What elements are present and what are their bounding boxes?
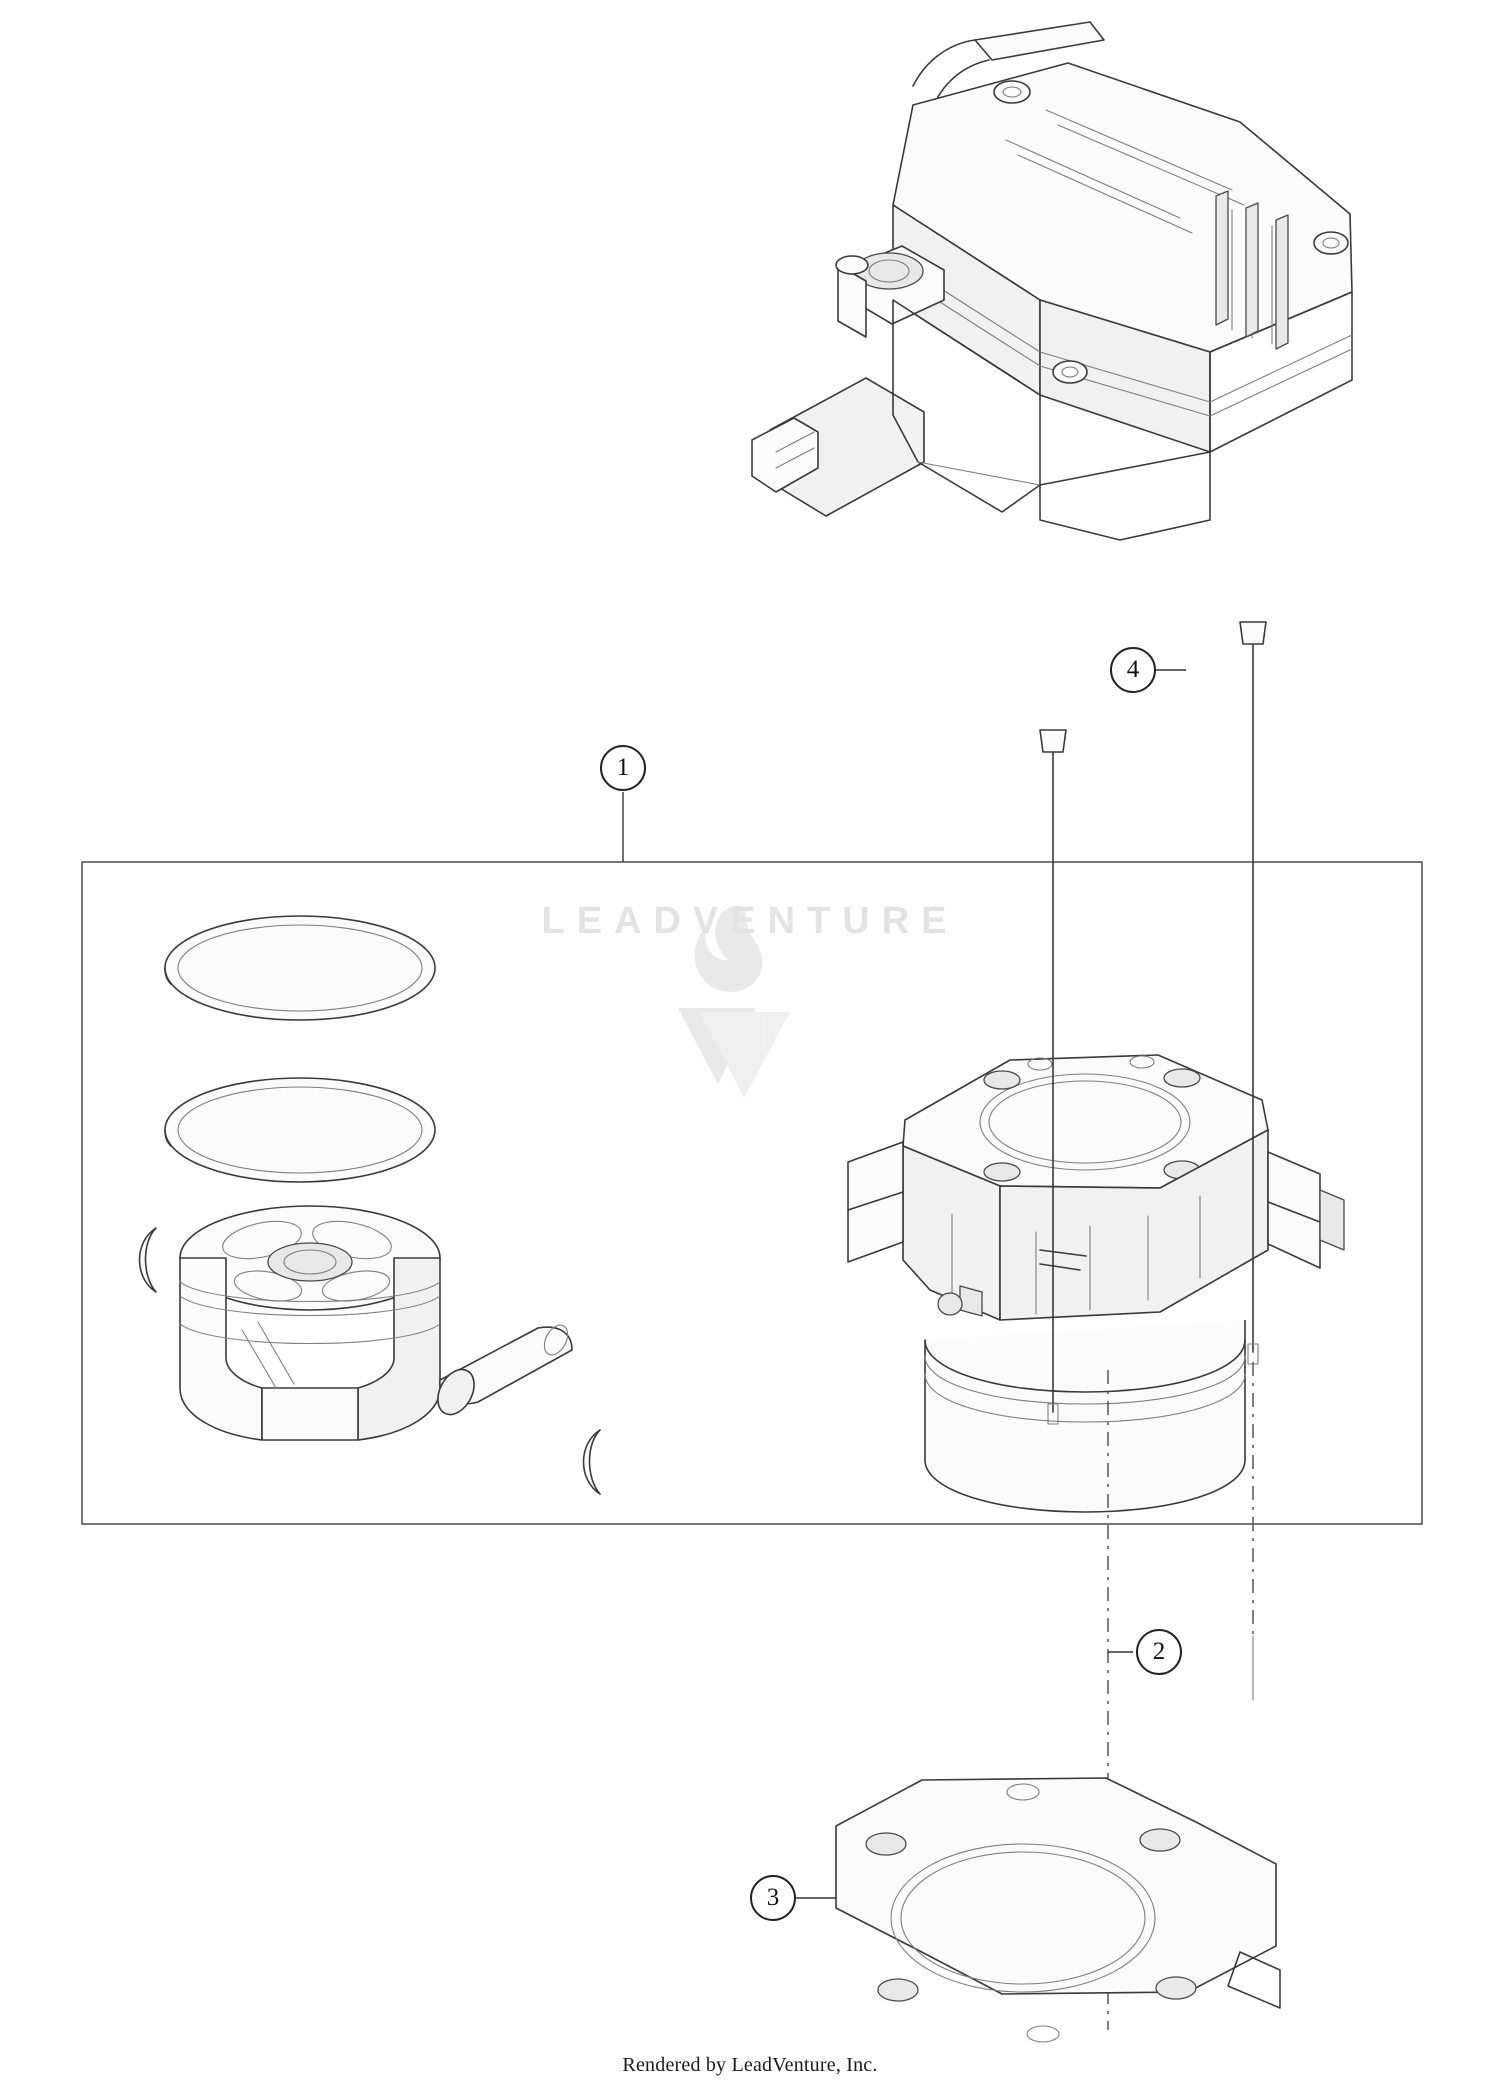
piston-rings-illustration	[165, 916, 435, 1182]
cylinder-illustration	[848, 1055, 1344, 1512]
callout-2-label: 2	[1152, 1638, 1166, 1665]
callout-2[interactable]	[1136, 1629, 1182, 1675]
base-gasket-illustration	[836, 1778, 1280, 2042]
watermark-text: LEADVENTURE	[541, 900, 959, 942]
callout-3[interactable]	[750, 1875, 796, 1921]
callout-3-label: 3	[766, 1884, 780, 1911]
footer-attribution: Rendered by LeadVenture, Inc.	[622, 2054, 878, 2076]
watermark-flame-v-icon	[678, 906, 790, 1098]
callout-4-label: 4	[1126, 656, 1140, 683]
callout-4[interactable]	[1110, 647, 1156, 693]
piston-illustration	[180, 1206, 440, 1440]
callout-1-label: 1	[616, 754, 630, 781]
callout-1[interactable]	[600, 745, 646, 791]
cylinder-head-assembly-illustration	[752, 22, 1352, 540]
piston-pin-illustration	[431, 1321, 573, 1421]
